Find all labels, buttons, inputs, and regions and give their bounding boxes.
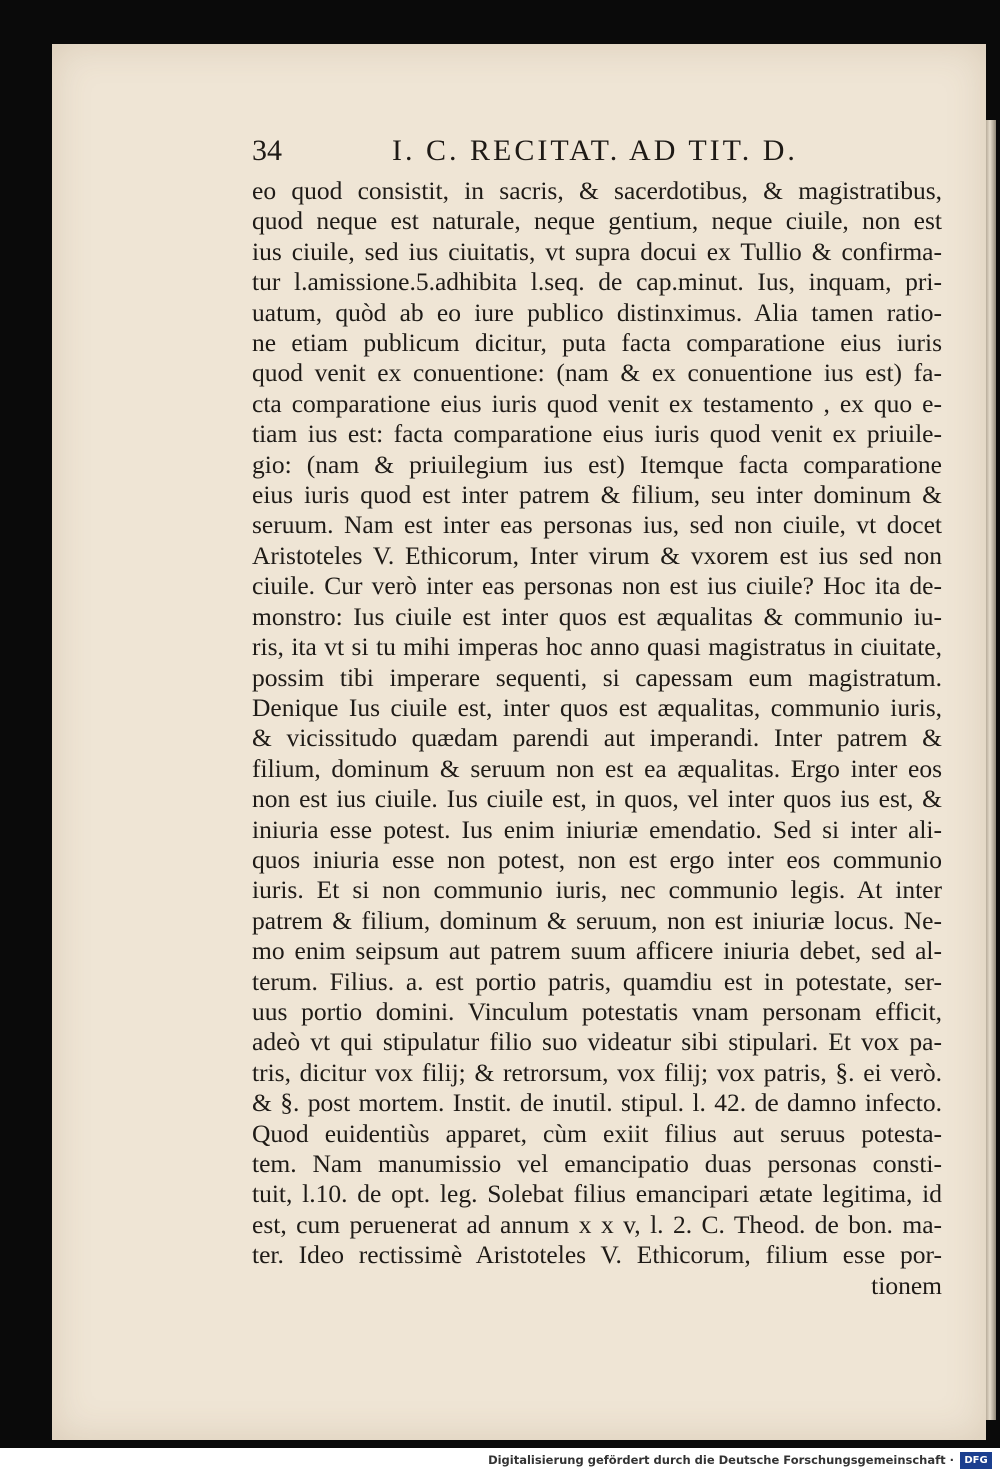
text-line: ne etiam publicum dicitur, puta facta comparatione eius iuris	[252, 328, 942, 358]
text-line: adeò vt qui stipulatur filio suo videatur sibi stipulari. Et vox pa-	[252, 1027, 942, 1057]
text-line: cta comparatione eius iuris quod venit ex testamento , ex quo e-	[252, 388, 942, 418]
page-number: 34	[252, 134, 282, 167]
text-line: Denique Ius ciuile est, inter quos est æqualitas, communio iuris,	[252, 692, 942, 722]
text-line: tiam ius est: facta comparatione eius iuris quod venit ex priuile-	[252, 419, 942, 449]
text-line: iuris. Et si non communio iuris, nec communio legis. At inter	[252, 875, 942, 905]
text-line: ter. Ideo rectissimè Aristoteles V. Ethicorum, filium esse por-	[252, 1240, 942, 1270]
text-line: monstro: Ius ciuile est inter quos est æqualitas & communio iu-	[252, 601, 942, 631]
text-line: quod neque est naturale, neque gentium, neque ciuile, non est	[252, 206, 942, 236]
catchword: tionem	[871, 1270, 942, 1300]
dfg-logo: DFG	[960, 1452, 992, 1469]
text-line: ius ciuile, sed ius ciuitatis, vt supra docui ex Tullio & confirma-	[252, 236, 942, 266]
funding-credit: Digitalisierung gefördert durch die Deutsche Forschungsgemeinschaft ·	[488, 1453, 954, 1467]
text-line: ciuile. Cur verò inter eas personas non est ius ciuile? Hoc ita de-	[252, 571, 942, 601]
text-line: non est ius ciuile. Ius ciuile est, in quos, vel inter quos ius est, &	[252, 784, 942, 814]
text-line: mo enim seipsum aut patrem suum afficere iniuria debet, sed al-	[252, 936, 942, 966]
text-line: eo quod consistit, in sacris, & sacerdotibus, & magistratibus,	[252, 176, 942, 205]
running-head	[252, 134, 942, 174]
running-title: I. C. RECITAT. AD TIT. D.	[392, 134, 798, 167]
text-line: tuit, l.10. de opt. leg. Solebat filius emancipari ætate legitima, id	[252, 1179, 942, 1209]
text-line: filium, dominum & seruum non est ea æqualitas. Ergo inter eos	[252, 753, 942, 783]
text-line: tem. Nam manumissio vel emancipatio duas personas consti-	[252, 1149, 942, 1178]
text-line: iniuria esse potest. Ius enim iniuriæ emendatio. Sed si inter ali-	[252, 814, 942, 844]
text-line: & vicissitudo quædam parendi aut imperandi. Inter patrem &	[252, 723, 942, 753]
text-line: quod venit ex conuentione: (nam & ex conuentione ius est) fa-	[252, 358, 942, 388]
text-line: eius iuris quod est inter patrem & filium, seu inter dominum &	[252, 480, 942, 510]
text-line: uatum, quòd ab eo iure publico distinximus. Alia tamen ratio-	[252, 297, 942, 327]
body-text	[252, 176, 942, 1301]
text-line: Aristoteles V. Ethicorum, Inter virum & vxorem est ius sed non	[252, 540, 942, 570]
text-line: terum. Filius. a. est portio patris, quamdiu est in potestate, ser-	[252, 966, 942, 996]
text-line: gio: (nam & priuilegium ius est) Itemque facta comparatione	[252, 449, 942, 479]
text-line: & §. post mortem. Instit. de inutil. stipul. l. 42. de damno infecto.	[252, 1088, 942, 1118]
text-line: ris, ita vt si tu mihi imperas hoc anno quasi magistratus in ciuitate,	[252, 632, 942, 662]
text-line: patrem & filium, dominum & seruum, non est iniuriæ locus. Ne-	[252, 905, 942, 935]
page-edge	[986, 120, 996, 1420]
footer-bar	[0, 1448, 1000, 1474]
text-line: Quod euidentiùs apparet, cùm exiit filius aut seruus potesta-	[252, 1118, 942, 1148]
text-line: tris, dicitur vox filij; & retrorsum, vox filij; vox patris, §. ei verò.	[252, 1057, 942, 1087]
text-line: seruum. Nam est inter eas personas ius, sed non ciuile, vt docet	[252, 510, 942, 540]
text-line: est, cum peruenerat ad annum x x v, l. 2. C. Theod. de bon. ma-	[252, 1209, 942, 1239]
text-line: quos iniuria esse non potest, non est ergo inter eos communio	[252, 844, 942, 874]
text-line: tur l.amissione.5.adhibita l.seq. de cap.minut. Ius, inquam, pri-	[252, 267, 942, 297]
text-line: possim tibi imperare sequenti, si capessam eum magistratum.	[252, 662, 942, 692]
text-line: uus portio domini. Vinculum potestatis vnam personam efficit,	[252, 996, 942, 1026]
